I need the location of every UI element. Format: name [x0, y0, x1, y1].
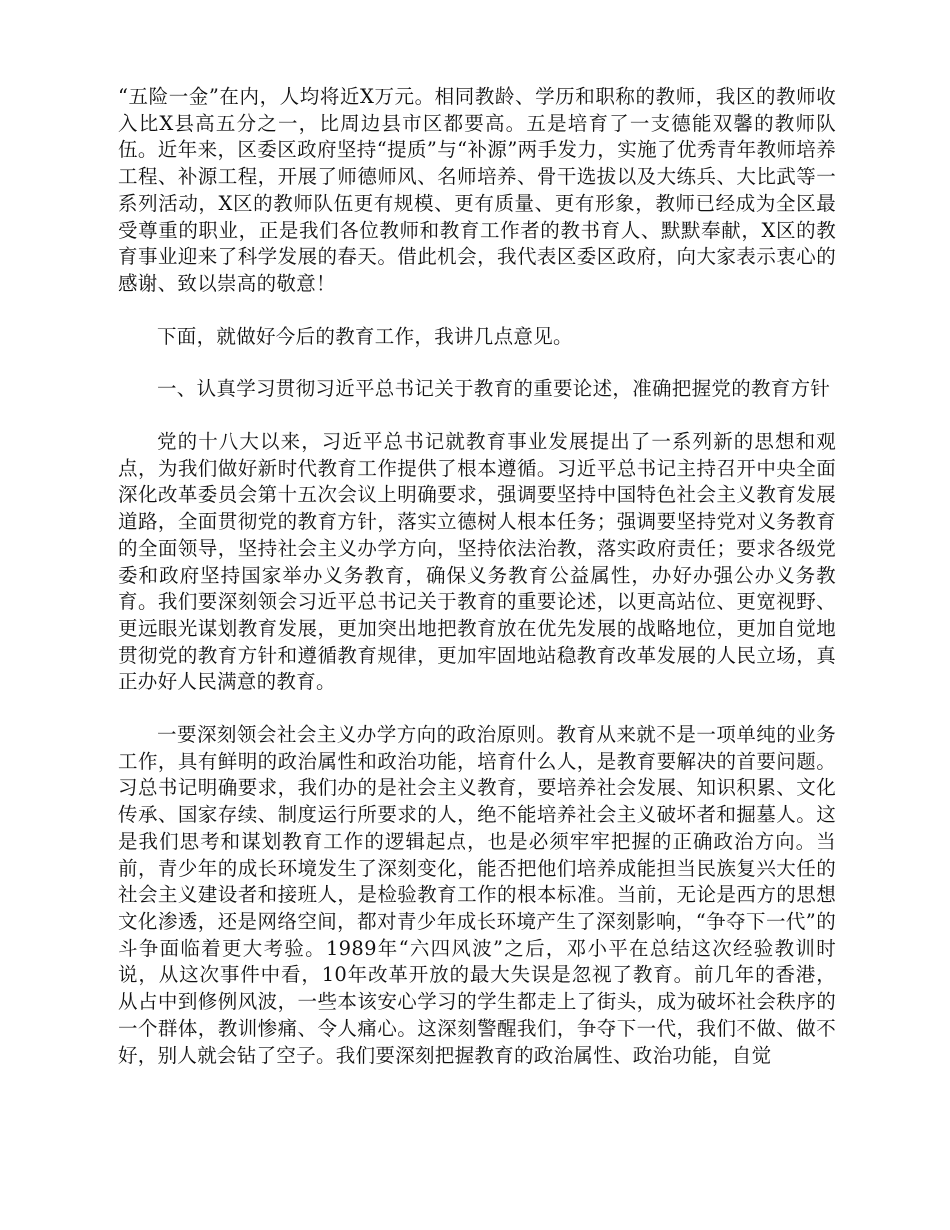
paragraph-education-discourse: 党的十八大以来，习近平总书记就教育事业发展提出了一系列新的思想和观点，为我们做好新时代教育工作提供了根本遵循。习近平总书记主持召开中央全面深化改革委员会第十五次会议上明确要求，强调要坚持中国特色社会主义教育发展道路，全面贯彻党的教育方针，落实立德树人根本任务；强调要坚持党对义务教育的全面领导，坚持社会主义办学方向，坚持依法治教，落实政府责任；要求各级党委和政府坚持国家举办义务教育，确保义务教育公益属性，办好办强公办义务教育。我们要深刻领会习近平总书记关于教育的重要论述，以更高站位、更宽视野、更远眼光谋划教育发展，更加突出地把教育放在优先发展的战略地位，更加自觉地贯彻党的教育方针和遵循教育规律，更加牢固地站稳教育改革发展的人民立场，真正办好人民满意的教育。: [118, 430, 836, 694]
paragraph-political-principle: 一要深刻领会社会主义办学方向的政治原则。教育从来就不是一项单纯的业务工作，具有鲜明的政治属性和政治功能，培育什么人，是教育要解决的首要问题。习总书记明确要求，我们办的是社会主义教育，要培养社会发展、知识积累、文化传承、国家存续、制度运行所要求的人，绝不能培养社会主义破坏者和掘墓人。这是我们思考和谋划教育工作的逻辑起点，也是必须牢牢把握的正确政治方向。当前，青少年的成长环境发生了深刻变化，能否把他们培养成能担当民族复兴大任的社会主义建设者和接班人，是检验教育工作的根本标准。当前，无论是西方的思想文化渗透，还是网络空间，都对青少年成长环境产生了深刻影响，“争夺下一代”的斗争面临着更大考验。1989年“六四风波”之后，邓小平在总结这次经验教训时说，从这次事件中看，10年改革开放的最大失误是忽视了教育。前几年的香港，从占中到修例风波，一些本该安心学习的学生都走上了街头，成为破坏社会秩序的一个群体，教训惨痛、令人痛心。这深刻警醒我们，争夺下一代，我们不做、做不好，别人就会钻了空子。我们要深刻把握教育的政治属性、政治功能，自觉: [118, 723, 836, 1067]
paragraph-teacher-achievements: “五险一金”在内，人均将近X万元。相同教龄、学历和职称的教师，我区的教师收入比X县高五分之一，比周边县市区都要高。五是培育了一支德能双馨的教师队伍。近年来，区委区政府坚持“提质”与“补源”两手发力，实施了优秀青年教师培养工程、补源工程，开展了师德师风、名师培养、骨干选拔以及大练兵、大比武等一系列活动，X区的教师队伍更有规模、更有质量、更有形象，教师已经成为全区最受尊重的职业，正是我们各位教师和教育工作者的教书育人、默默奉献，X区的教育事业迎来了科学发展的春天。借此机会，我代表区委区政府，向大家表示衷心的感谢、致以崇高的敬意！: [118, 85, 836, 295]
document-body: [118, 84, 836, 1095]
paragraph-opinions-intro: 下面，就做好今后的教育工作，我讲几点意见。: [157, 324, 573, 348]
section-heading-1: 一、认真学习贯彻习近平总书记关于教育的重要论述，准确把握党的教育方针: [157, 377, 831, 401]
